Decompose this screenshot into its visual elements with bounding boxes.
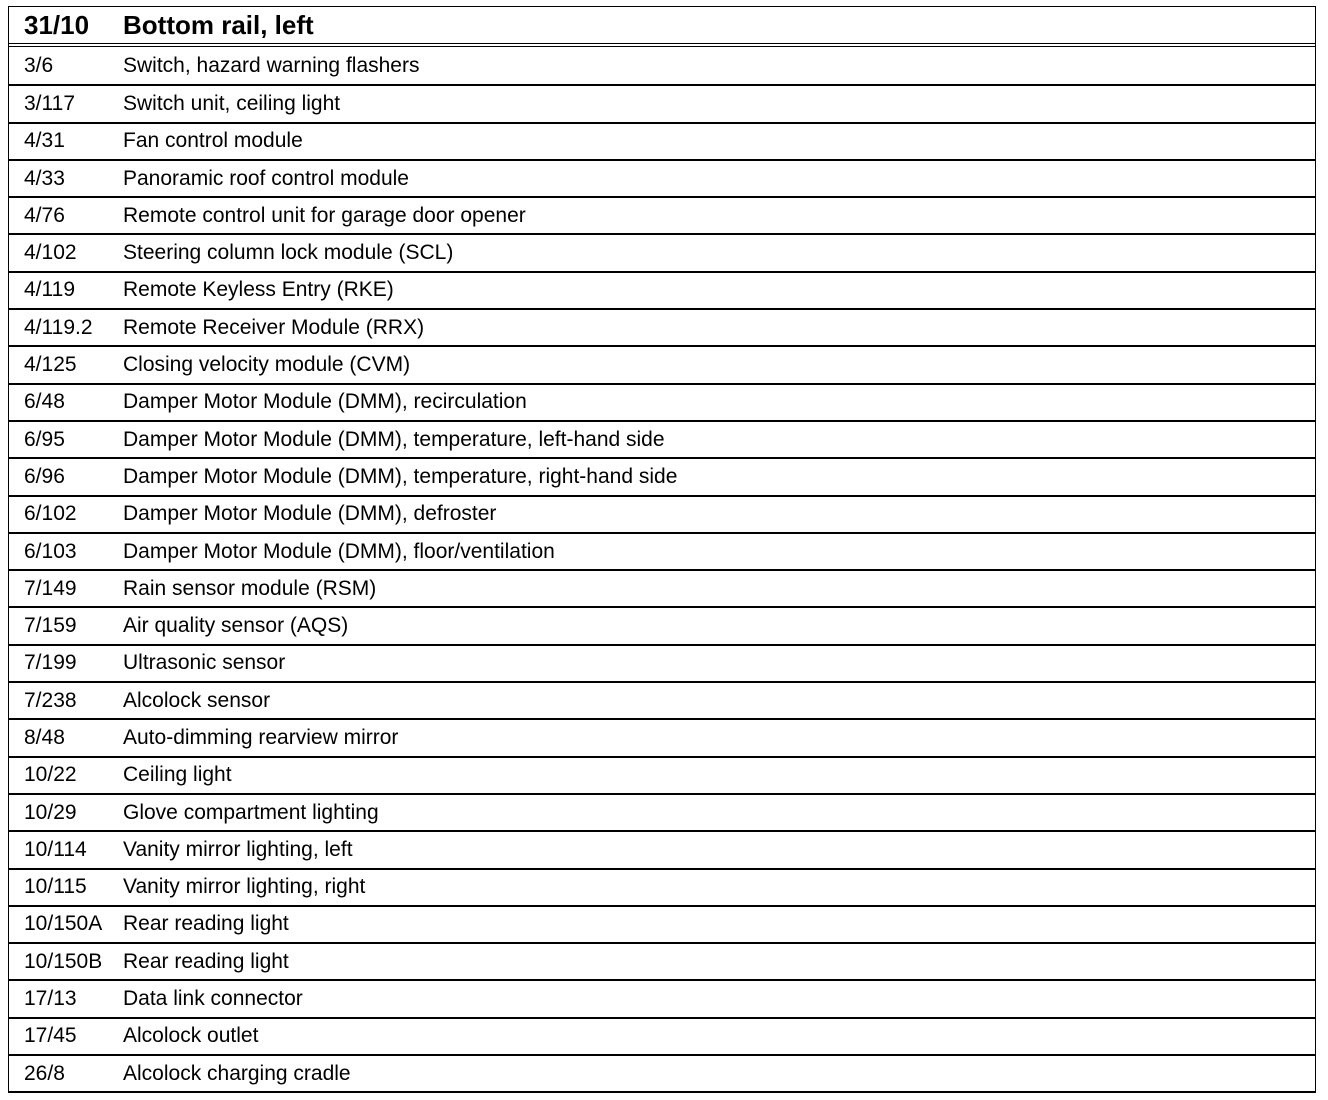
row-description: Rear reading light	[123, 949, 289, 973]
row-description: Switch unit, ceiling light	[123, 91, 341, 115]
row-code: 26/8	[24, 1061, 65, 1085]
table-row	[9, 979, 1315, 1016]
table-row	[9, 718, 1315, 755]
row-description: Damper Motor Module (DMM), temperature, right-hand side	[123, 464, 678, 488]
row-description: Damper Motor Module (DMM), defroster	[123, 502, 497, 526]
row-code: 4/125	[24, 353, 77, 377]
row-code: 4/119.2	[24, 315, 93, 339]
row-code: 4/102	[24, 241, 77, 265]
table-row	[9, 345, 1315, 382]
row-code: 7/159	[24, 614, 77, 638]
table-row	[9, 196, 1315, 233]
row-description: Vanity mirror lighting, right	[123, 875, 366, 899]
row-description: Vanity mirror lighting, left	[123, 837, 353, 861]
row-code: 4/119	[24, 278, 75, 302]
row-code: 6/103	[24, 539, 77, 563]
row-description: Ceiling light	[123, 763, 232, 787]
table-row	[9, 457, 1315, 494]
row-code: 6/48	[24, 390, 65, 414]
table-row	[9, 1054, 1315, 1091]
row-description: Alcolock outlet	[123, 1024, 259, 1048]
row-description: Rear reading light	[123, 912, 289, 936]
table-row	[9, 905, 1315, 942]
table-row	[9, 308, 1315, 345]
table-row	[9, 420, 1315, 457]
table-row	[9, 830, 1315, 867]
table-row	[9, 159, 1315, 196]
row-description: Switch, hazard warning flashers	[123, 53, 420, 77]
row-description: Data link connector	[123, 987, 303, 1011]
table-row	[9, 868, 1315, 905]
header-code: 31/10	[24, 9, 90, 40]
row-code: 7/199	[24, 651, 77, 675]
table-row	[9, 681, 1315, 718]
row-code: 8/48	[24, 725, 65, 749]
row-code: 3/6	[24, 53, 54, 77]
row-description: Remote Receiver Module (RRX)	[123, 315, 425, 339]
table-row	[9, 271, 1315, 308]
row-description: Rain sensor module (RSM)	[123, 576, 377, 600]
row-description: Remote control unit for garage door opener	[123, 203, 526, 227]
row-code: 7/238	[24, 688, 77, 712]
row-description: Panoramic roof control module	[123, 166, 409, 190]
table-row	[9, 569, 1315, 606]
row-code: 10/150A	[24, 912, 103, 936]
table-row	[9, 122, 1315, 159]
row-code: 17/45	[24, 1024, 77, 1048]
component-table	[8, 6, 1316, 1093]
row-description: Damper Motor Module (DMM), temperature, left-hand side	[123, 427, 665, 451]
row-code: 10/115	[24, 875, 87, 899]
row-code: 10/29	[24, 800, 77, 824]
row-code: 6/95	[24, 427, 65, 451]
table-row	[9, 942, 1315, 979]
table-row	[9, 793, 1315, 830]
table-row	[9, 383, 1315, 420]
row-description: Steering column lock module (SCL)	[123, 241, 454, 265]
row-description: Damper Motor Module (DMM), floor/ventilation	[123, 539, 555, 563]
table-row	[9, 606, 1315, 643]
table-body	[9, 47, 1315, 1091]
row-description: Closing velocity module (CVM)	[123, 353, 411, 377]
table-row	[9, 644, 1315, 681]
row-description: Auto-dimming rearview mirror	[123, 725, 399, 749]
table-row	[9, 47, 1315, 84]
row-code: 6/96	[24, 464, 65, 488]
row-code: 4/31	[24, 129, 65, 153]
row-code: 4/33	[24, 166, 65, 190]
table-header	[9, 7, 1315, 47]
row-code: 17/13	[24, 987, 77, 1011]
row-code: 4/76	[24, 203, 65, 227]
table-row	[9, 84, 1315, 121]
row-description: Alcolock charging cradle	[123, 1061, 351, 1085]
table-row	[9, 233, 1315, 270]
row-code: 10/22	[24, 763, 77, 787]
row-description: Remote Keyless Entry (RKE)	[123, 278, 394, 302]
table-row	[9, 495, 1315, 532]
row-description: Damper Motor Module (DMM), recirculation	[123, 390, 527, 414]
row-description: Ultrasonic sensor	[123, 651, 286, 675]
row-description: Fan control module	[123, 129, 303, 153]
row-code: 10/150B	[24, 949, 103, 973]
table-row	[9, 532, 1315, 569]
row-code: 7/149	[24, 576, 77, 600]
row-code: 6/102	[24, 502, 77, 526]
table-row	[9, 756, 1315, 793]
header-title: Bottom rail, left	[123, 9, 314, 40]
row-code: 10/114	[24, 837, 87, 861]
row-description: Air quality sensor (AQS)	[123, 614, 349, 638]
row-description: Alcolock sensor	[123, 688, 271, 712]
table-row	[9, 1017, 1315, 1054]
row-code: 3/117	[24, 91, 75, 115]
row-description: Glove compartment lighting	[123, 800, 379, 824]
